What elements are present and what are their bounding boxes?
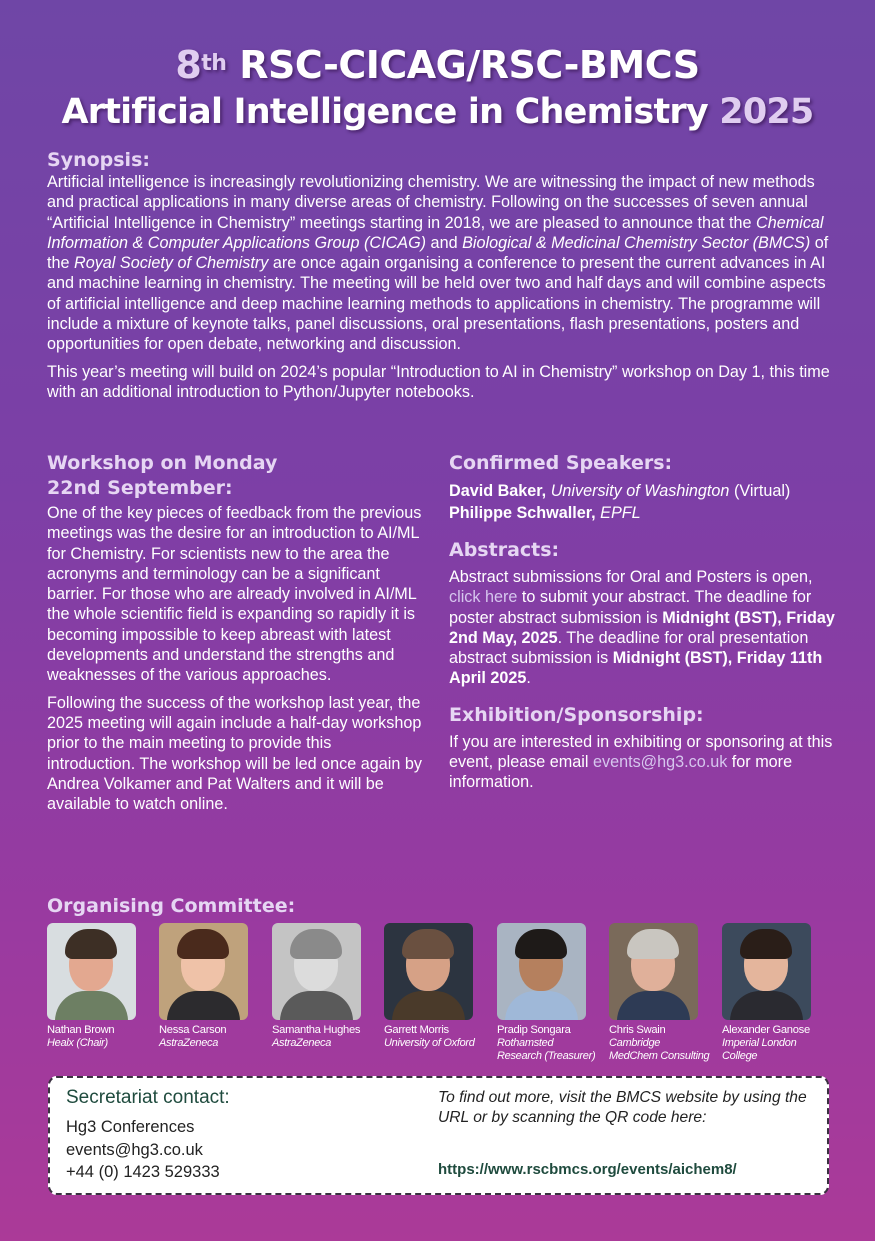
secretariat-phone: +44 (0) 1423 529333: [66, 1163, 220, 1181]
exhibition-text: If you are interested in exhibiting or sponsoring at this event, please email: [449, 732, 833, 772]
member-affiliation: Research (Treasurer): [497, 1050, 596, 1062]
workshop-paragraph-1: One of the key pieces of feedback from the previous meetings was the desire for an introduction to AI/ML for Chemistry. For scientists new to the area the acronyms and terminology can be a significant barrier. For those who are already involved in AI/ML the whole scientific field is expanding so rapidly it is becoming impossible to keep abreast with latest developments and understand the strengths and weaknesses of the various approaches.: [47, 504, 422, 685]
workshop-paragraph-2: Following the success of the workshop last year, the 2025 meeting will again include a half-day workshop prior to the main meeting to provide this introduction. The workshop will be led once again by Andrea Volkamer and Pat Walters and it will be available to watch online.: [47, 693, 422, 814]
title-line-2: [0, 89, 875, 135]
synopsis-paragraph-1: [47, 172, 837, 355]
member-name: Nessa Carson: [159, 1024, 227, 1036]
committee-member: [497, 923, 609, 1063]
oral-deadline: Midnight (BST), Friday 11th April 2025: [449, 649, 823, 688]
poster-deadline: Midnight (BST), Friday 2nd May, 2025: [449, 608, 835, 647]
abstracts-paragraph: [449, 567, 839, 689]
bmcs-name: Biological & Medicinal Chemistry Sector (BMCS): [462, 233, 811, 252]
committee-member: [159, 923, 271, 1050]
committee-member: [384, 923, 496, 1050]
member-affiliation: College: [722, 1050, 758, 1062]
workshop-heading-line-1: Workshop on Monday: [47, 452, 278, 474]
committee-member: [609, 923, 721, 1063]
member-photo: [722, 923, 811, 1020]
member-name: Alexander Ganose: [722, 1024, 810, 1036]
synopsis-paragraph-2: This year’s meeting will build on 2024’s popular “Introduction to AI in Chemistry” workshop on Day 1, this time with an additional introduction to Python/Jupyter notebooks.: [47, 362, 830, 401]
speaker-item: [449, 480, 839, 502]
synopsis-text: of the: [47, 233, 829, 273]
bmcs-event-url[interactable]: https://www.rscbmcs.org/events/aichem8/: [438, 1161, 737, 1178]
abstracts-text: . The deadline for oral presentation abstract submission is: [449, 628, 809, 668]
title-year: 2025: [719, 92, 814, 132]
speaker-name: Philippe Schwaller,: [449, 504, 596, 522]
speaker-affiliation: EPFL: [600, 504, 641, 522]
member-affiliation: AstraZeneca: [272, 1037, 332, 1049]
cicag-name: Chemical Information & Computer Applications Group (CICAG): [47, 213, 824, 252]
title-event-name: Artificial Intelligence in Chemistry: [61, 92, 708, 132]
committee-member: [47, 923, 159, 1050]
ordinal-suffix: th: [201, 51, 227, 76]
workshop-section: [47, 451, 422, 814]
title-line-1: [0, 40, 875, 89]
member-photo: [609, 923, 698, 1020]
synopsis-heading: Synopsis:: [47, 149, 150, 171]
synopsis-text: and: [426, 233, 463, 252]
workshop-heading-line-2: 22nd September:: [47, 477, 233, 499]
member-affiliation: AstraZeneca: [159, 1037, 219, 1049]
rsc-name: Royal Society of Chemistry: [74, 254, 269, 273]
ordinal-number: 8: [175, 43, 202, 87]
member-name: Nathan Brown: [47, 1024, 115, 1036]
member-photo: [159, 923, 248, 1020]
title-organisers: RSC-CICAG/RSC-BMCS: [239, 43, 700, 87]
speaker-item: [449, 502, 839, 524]
member-affiliation: MedChem Consulting: [609, 1050, 710, 1062]
abstracts-text: Abstract submissions for Oral and Posters is open,: [449, 568, 813, 586]
speakers-section: [449, 451, 839, 524]
exhibition-text: for more information.: [449, 753, 793, 792]
abstracts-heading: Abstracts:: [449, 539, 560, 561]
secretariat-box: [48, 1076, 829, 1195]
committee-member: [272, 923, 384, 1050]
member-affiliation: University of Oxford: [384, 1037, 475, 1049]
page-header: [0, 40, 875, 135]
exhibition-heading: Exhibition/Sponsorship:: [449, 703, 704, 726]
member-name: Pradip Songara: [497, 1024, 571, 1036]
synopsis-text: are once again organising a conference to present the current advances in AI and machine learning in chemistry. The meeting will be held over two and half days and will combine aspects of artificial intelligence and deep machine learning methods to applications in chemistry. The programme will include a mixture of keynote talks, panel discussions, oral presentations, flash presentations, posters and opportunities for open debate, networking and discussion.: [47, 254, 826, 354]
member-photo: [497, 923, 586, 1020]
member-affiliation: Rothamsted: [497, 1037, 554, 1049]
more-info-text: To find out more, visit the BMCS website by using the URL or by scanning the QR code here:: [438, 1089, 807, 1126]
secretariat-details: [66, 1116, 220, 1184]
member-photo: [47, 923, 136, 1020]
synopsis-section: [47, 149, 837, 402]
synopsis-text: Artificial intelligence is increasingly revolutionizing chemistry. We are witnessing the impact of new methods and practical applications in many diverse areas of chemistry. Following on the successes of seven annual “Artificial Intelligence in Chemistry” meetings starting in 2018, we are pleased to announce that the: [47, 173, 815, 232]
abstracts-text: to submit your abstract. The deadline for poster abstract submission is: [449, 588, 812, 627]
submit-abstract-link[interactable]: click here: [449, 588, 518, 607]
abstracts-text: .: [526, 669, 531, 688]
secretariat-heading: Secretariat contact:: [66, 1087, 230, 1108]
secretariat-org: Hg3 Conferences: [66, 1118, 195, 1136]
member-name: Chris Swain: [609, 1024, 666, 1036]
committee-member: [722, 923, 834, 1063]
exhibition-section: [449, 703, 839, 793]
speaker-affiliation: University of Washington: [550, 482, 730, 500]
abstracts-section: [449, 538, 839, 689]
member-photo: [384, 923, 473, 1020]
speaker-name: David Baker,: [449, 482, 547, 500]
member-name: Samantha Hughes: [272, 1024, 361, 1036]
events-email-link[interactable]: events@hg3.co.uk: [592, 753, 728, 772]
speakers-heading: Confirmed Speakers:: [449, 452, 673, 474]
member-affiliation: Healx (Chair): [47, 1037, 108, 1049]
secretariat-email[interactable]: events@hg3.co.uk: [66, 1140, 203, 1159]
member-name: Garrett Morris: [384, 1024, 449, 1036]
member-affiliation: Imperial London: [722, 1037, 797, 1049]
workshop-heading: [47, 451, 422, 501]
committee-heading: Organising Committee:: [47, 895, 296, 917]
member-photo: [272, 923, 361, 1020]
exhibition-paragraph: [449, 732, 839, 793]
speaker-note: (Virtual): [733, 482, 791, 500]
member-affiliation: Cambridge: [609, 1037, 661, 1049]
committee-members: [47, 923, 847, 1073]
right-column: [449, 451, 839, 807]
